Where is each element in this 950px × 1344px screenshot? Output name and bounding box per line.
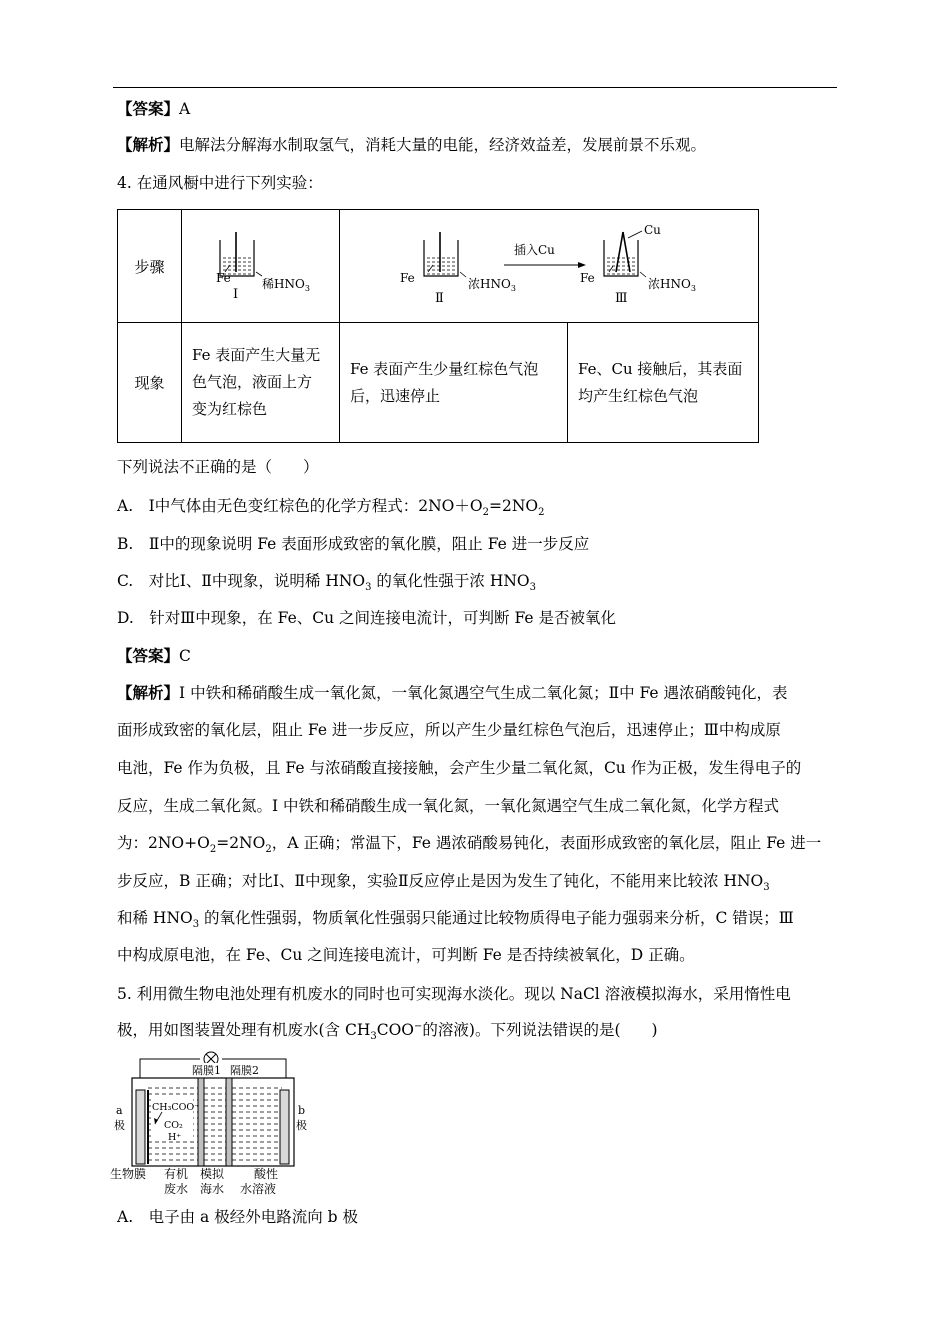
acetate-label: CH₃COO⁻ <box>152 1102 200 1113</box>
membrane-2 <box>226 1078 232 1166</box>
answer-label: 【答案】 <box>117 99 180 118</box>
q3-answer <box>117 98 190 120</box>
q4-analysis-line: 面形成致密的氧化层，阻止 Fe 进一步反应，所以产生少量红棕色气泡后，迅速停止；Ⅲ中构成原 <box>117 721 781 739</box>
conc-hno3-label-3: 浓$HNO_3$ <box>648 277 696 293</box>
q4-analysis-line: 【解析】I 中铁和稀硝酸生成一氧化氮，一氧化氮遇空气生成二氧化氮；Ⅱ中 Fe 遇浓硝酸钝化，表 <box>117 683 788 702</box>
b-pole-label: 极 <box>296 1119 307 1132</box>
q4-analysis-line: 反应，生成二氧化氮。I 中铁和稀硝酸生成一氧化氮，一氧化氮遇空气生成二氧化氮，化学方程式 <box>117 797 780 815</box>
label-roman-2: Ⅱ <box>435 291 444 306</box>
electrode-b <box>280 1090 289 1164</box>
q3-analysis <box>117 134 706 156</box>
phenomenon-2-line: 后，迅速停止 <box>350 386 441 405</box>
dilute-hno3-label: 稀$HNO_3$ <box>262 277 310 293</box>
q4-analysis-line: 电池，Fe 作为负极，且 Fe 与浓硝酸直接接触，会产生少量二氧化氮，Cu 作为正极，发生得电子的 <box>117 759 802 777</box>
beaker-1-figure <box>182 210 338 318</box>
analysis-label: 【解析】 <box>117 683 180 702</box>
q4-option-b: B. Ⅱ中的现象说明 Fe 表面形成致密的氧化膜，阻止 Fe 进一步反应 <box>117 535 590 553</box>
phenomenon-2-line: Fe 表面产生少量红棕色气泡 <box>350 359 539 378</box>
fe-label-3: Fe <box>580 271 595 285</box>
header-rule <box>113 87 837 88</box>
q4-analysis-line: 为：$2NO+O_2=2NO_2$，A 正确；常温下，Fe 遇浓硝酸易钝化，表面形成致密的氧化层，阻止 Fe 进一 <box>117 834 822 856</box>
b-pole-label: b <box>298 1104 306 1117</box>
q4-option-d: D. 针对Ⅲ中现象，在 Fe、Cu 之间连接电流计，可判断 Fe 是否被氧化 <box>117 609 616 627</box>
answer-value: C <box>179 647 191 665</box>
co2-label: CO₂ <box>164 1120 183 1131</box>
q4-question: 下列说法不正确的是（ ） <box>117 458 319 476</box>
q5-stem-line: 5. 利用微生物电池处理有机废水的同时也可实现海水淡化。现以 NaCl 溶液模拟海水，采用惰性电 <box>117 985 791 1003</box>
experiment-table <box>117 209 759 443</box>
q4-analysis-line: 中构成原电池，在 Fe、Cu 之间连接电流计，可判断 Fe 是否持续被氧化，D 正确。 <box>117 946 695 964</box>
step-2-3-diagram <box>340 210 759 323</box>
h-plus-label: H⁺ <box>168 1132 182 1143</box>
phenomenon-1-line: 色气泡，液面上方 <box>192 373 313 391</box>
row-label-steps: 步骤 <box>118 210 182 323</box>
a-pole-label: a <box>116 1104 123 1117</box>
row-label-phenomena: 现象 <box>118 323 182 443</box>
phenomenon-1-line: 变为红棕色 <box>192 400 268 418</box>
phenomenon-1 <box>182 323 340 443</box>
phenomenon-2 <box>340 323 568 443</box>
q4-answer <box>117 645 191 667</box>
conc-hno3-label-2: 浓$HNO_3$ <box>468 277 516 293</box>
arrow-head <box>578 262 586 268</box>
acidic-solution-label: 水溶液 <box>240 1182 277 1196</box>
phenomenon-1-line: Fe 表面产生大量无 <box>192 346 321 364</box>
analysis-label: 【解析】 <box>117 135 180 154</box>
answer-value: A <box>179 100 191 118</box>
step-1-diagram <box>182 210 340 323</box>
q4-analysis-line: 步反应，B 正确；对比Ⅰ、Ⅱ中现象，实验Ⅱ反应停止是因为发生了钝化，不能用来比较浓 $HNO_3$ <box>117 872 770 894</box>
q5-option-a: A. 电子由 a 极经外电路流向 b 极 <box>117 1208 358 1226</box>
membrane-2-label: 隔膜2 <box>230 1064 259 1077</box>
fe-label: Fe <box>216 271 231 285</box>
seawater-label: 模拟 <box>200 1167 225 1181</box>
q5-stem-line: 极，用如图装置处理有机废水(含 $CH_3COO^-$的溶液)。下列说法错误的是( ) <box>117 1020 658 1043</box>
cu-label: Cu <box>644 223 661 237</box>
phenomenon-3-line: Fe、Cu 接触后，其表面 <box>578 359 743 378</box>
seawater-label: 海水 <box>200 1182 225 1196</box>
q4-option-c: C. 对比Ⅰ、Ⅱ中现象，说明稀 $HNO_3$ 的氧化性强于浓 $HNO_3$ <box>117 572 537 594</box>
insert-cu-label: 插入Cu <box>514 243 555 257</box>
beaker-2-3-figure <box>340 210 758 318</box>
organic-waste-label: 有机 <box>164 1167 189 1181</box>
membrane-1-label: 隔膜1 <box>192 1064 221 1077</box>
q4-stem: 4. 在通风橱中进行下列实验： <box>117 174 323 192</box>
answer-label: 【答案】 <box>117 646 180 665</box>
phenomenon-3-line: 均产生红棕色气泡 <box>578 386 699 405</box>
q4-analysis-line: 和稀 $HNO_3$ 的氧化性强弱，物质氧化性强弱只能通过比较物质得电子能力强弱来分析，C 错误；Ⅲ <box>117 909 794 931</box>
label-roman-1: Ⅰ <box>233 287 239 302</box>
organic-waste-label: 废水 <box>164 1182 189 1196</box>
q4-option-a: A. Ⅰ中气体由无色变红棕色的化学方程式：$2NO+O_2=2NO_2$ <box>117 497 545 519</box>
electrode-a <box>136 1090 145 1164</box>
phenomenon-3 <box>568 323 759 443</box>
acidic-solution-label: 酸性 <box>254 1167 279 1181</box>
analysis-text: 电解法分解海水制取氢气，消耗大量的电能，经济效益差，发展前景不乐观。 <box>179 136 707 154</box>
microbial-cell-diagram <box>110 1050 310 1198</box>
fe-label-2: Fe <box>400 271 415 285</box>
label-roman-3: Ⅲ <box>615 291 628 306</box>
membrane-1 <box>198 1078 204 1166</box>
a-pole-label: 极 <box>114 1119 125 1132</box>
biofilm-label: 生物膜 <box>110 1167 147 1181</box>
